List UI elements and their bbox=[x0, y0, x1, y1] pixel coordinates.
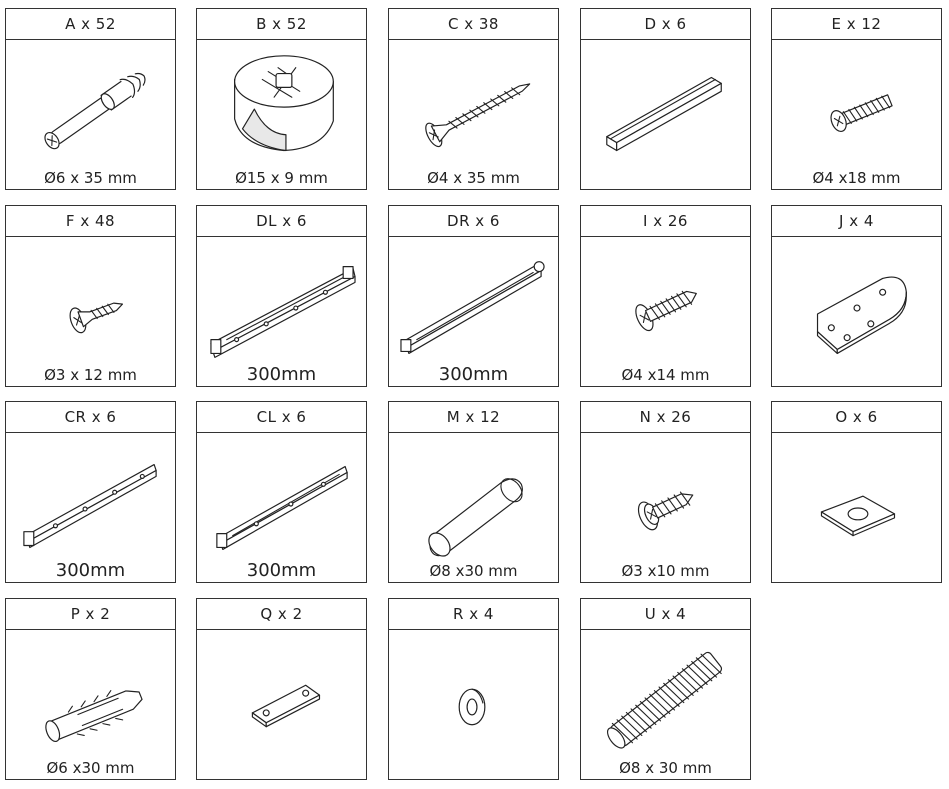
part-dimension: Ø4 x18 mm bbox=[812, 169, 901, 187]
shelf-support-bar-icon bbox=[581, 40, 750, 189]
part-dimension: 300mm bbox=[55, 560, 126, 581]
part-dimension: Ø8 x 30 mm bbox=[619, 759, 712, 777]
part-card-q bbox=[196, 598, 367, 780]
part-card-d bbox=[580, 8, 751, 190]
washer-head-screw-icon bbox=[581, 433, 750, 582]
part-dimension: Ø8 x30 mm bbox=[429, 562, 518, 580]
part-title: P x 2 bbox=[6, 599, 175, 630]
part-card-n bbox=[580, 401, 751, 583]
part-title: I x 26 bbox=[581, 206, 750, 237]
part-card-dl bbox=[196, 205, 367, 387]
part-dimension: Ø3 x 12 mm bbox=[44, 366, 137, 384]
part-title: D x 6 bbox=[581, 9, 750, 40]
part-title: N x 26 bbox=[581, 402, 750, 433]
part-title: U x 4 bbox=[581, 599, 750, 630]
part-title: CR x 6 bbox=[6, 402, 175, 433]
part-title: C x 38 bbox=[389, 9, 558, 40]
part-dimension: Ø3 x10 mm bbox=[621, 562, 710, 580]
part-title: O x 6 bbox=[772, 402, 941, 433]
threaded-rod-icon bbox=[581, 630, 750, 779]
part-dimension: Ø4 x14 mm bbox=[621, 366, 710, 384]
part-dimension: Ø15 x 9 mm bbox=[235, 169, 328, 187]
part-title: DL x 6 bbox=[197, 206, 366, 237]
part-title: DR x 6 bbox=[389, 206, 558, 237]
connector-plate-icon bbox=[197, 630, 366, 779]
part-dimension: Ø4 x 35 mm bbox=[427, 169, 520, 187]
part-card-c bbox=[388, 8, 559, 190]
part-dimension: Ø6 x 35 mm bbox=[44, 169, 137, 187]
part-dimension: 300mm bbox=[438, 364, 509, 385]
part-title: J x 4 bbox=[772, 206, 941, 237]
part-title: Q x 2 bbox=[197, 599, 366, 630]
wood-dowel-icon bbox=[389, 433, 558, 582]
mounting-plate-icon bbox=[772, 237, 941, 386]
short-screw-icon bbox=[6, 237, 175, 386]
part-card-j bbox=[771, 205, 942, 387]
part-title: A x 52 bbox=[6, 9, 175, 40]
part-title: B x 52 bbox=[197, 9, 366, 40]
part-title: M x 12 bbox=[389, 402, 558, 433]
cam-lock-icon bbox=[197, 40, 366, 189]
flat-head-screw-icon bbox=[389, 40, 558, 189]
part-card-e bbox=[771, 8, 942, 190]
part-card-cr bbox=[5, 401, 176, 583]
square-washer-icon bbox=[772, 433, 941, 582]
part-title: F x 48 bbox=[6, 206, 175, 237]
part-dimension: Ø6 x30 mm bbox=[46, 759, 135, 777]
part-title: CL x 6 bbox=[197, 402, 366, 433]
part-card-i bbox=[580, 205, 751, 387]
cam-bolt-icon bbox=[6, 40, 175, 189]
part-card-o bbox=[771, 401, 942, 583]
part-card-m bbox=[388, 401, 559, 583]
part-title: E x 12 bbox=[772, 9, 941, 40]
part-card-a bbox=[5, 8, 176, 190]
part-card-u bbox=[580, 598, 751, 780]
part-card-r bbox=[388, 598, 559, 780]
wafer-head-screw-icon bbox=[581, 237, 750, 386]
wall-anchor-icon bbox=[6, 630, 175, 779]
part-card-cl bbox=[196, 401, 367, 583]
pan-head-bolt-icon bbox=[772, 40, 941, 189]
round-washer-icon bbox=[389, 630, 558, 779]
part-title: R x 4 bbox=[389, 599, 558, 630]
part-card-f bbox=[5, 205, 176, 387]
part-card-dr bbox=[388, 205, 559, 387]
part-dimension: 300mm bbox=[246, 560, 317, 581]
part-dimension: 300mm bbox=[246, 364, 317, 385]
part-card-b bbox=[196, 8, 367, 190]
part-card-p bbox=[5, 598, 176, 780]
